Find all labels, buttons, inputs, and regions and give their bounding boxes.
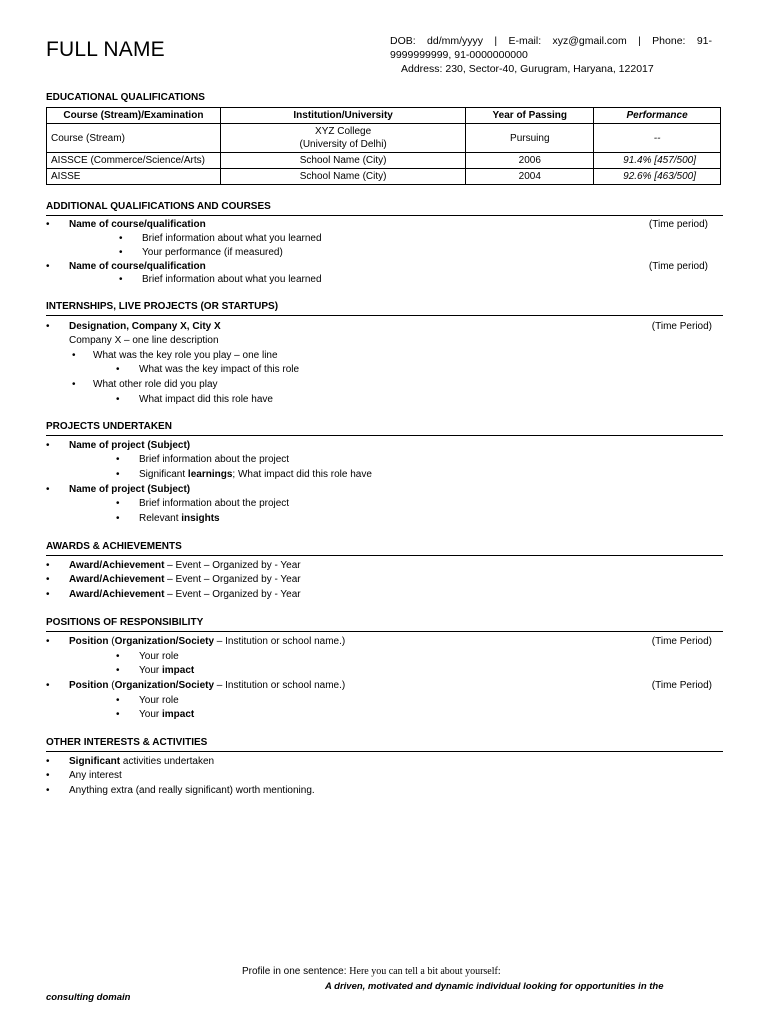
table-cell: 91.4% [457/500] (594, 153, 721, 169)
section-divider (46, 215, 723, 216)
bullet-icon: • (116, 513, 120, 524)
bullet-icon: • (116, 709, 120, 720)
bullet-icon: • (119, 233, 123, 244)
bullet-icon: • (119, 247, 123, 258)
contact-line-2: 9999999999, 91-0000000000 (390, 49, 528, 61)
bullet-icon: • (72, 379, 76, 390)
profile-sentence-line1: A driven, motivated and dynamic individual looking for opportunities in the (325, 981, 664, 992)
table-cell: School Name (City) (220, 153, 466, 169)
section-divider (46, 751, 723, 752)
bullet-icon: • (46, 321, 50, 332)
bullet-icon: • (116, 665, 120, 676)
bullet-icon: • (46, 770, 50, 781)
bullet-icon: • (46, 261, 50, 272)
bullet-icon: • (116, 454, 120, 465)
bullet-icon: • (46, 219, 50, 230)
contact-address: Address: 230, Sector-40, Gurugram, Haryana, 122017 (401, 63, 654, 75)
bullet-icon: • (46, 756, 50, 767)
table-cell: 2006 (466, 153, 594, 169)
contact-line-1: DOB: dd/mm/yyyy | E-mail: xyz@gmail.com | Phone: 91- (390, 35, 712, 47)
table-header: Course (Stream)/Examination (47, 108, 221, 124)
bullet-icon: • (46, 560, 50, 571)
bullet-icon: • (46, 680, 50, 691)
table-header: Performance (594, 108, 721, 124)
full-name: FULL NAME (46, 38, 165, 61)
table-row (47, 153, 721, 169)
table-cell: -- (594, 124, 721, 153)
bullet-icon: • (46, 589, 50, 600)
table-cell: School Name (City) (220, 169, 466, 185)
internships-title: INTERNSHIPS, LIVE PROJECTS (OR STARTUPS) (46, 301, 279, 312)
additional-title: ADDITIONAL QUALIFICATIONS AND COURSES (46, 201, 271, 212)
bullet-icon: • (116, 364, 120, 375)
section-divider (46, 315, 723, 316)
table-cell: XYZ College (University of Delhi) (220, 124, 466, 153)
positions-title: POSITIONS OF RESPONSIBILITY (46, 617, 204, 628)
bullet-icon: • (46, 636, 50, 647)
projects-title: PROJECTS UNDERTAKEN (46, 421, 172, 432)
education-table (46, 107, 721, 185)
education-title: EDUCATIONAL QUALIFICATIONS (46, 92, 205, 103)
bullet-icon: • (46, 484, 50, 495)
table-cell: 92.6% [463/500] (594, 169, 721, 185)
bullet-icon: • (116, 651, 120, 662)
profile-label: Profile in one sentence: Here you can tell a bit about yourself: (242, 966, 501, 977)
bullet-icon: • (46, 440, 50, 451)
awards-title: AWARDS & ACHIEVEMENTS (46, 541, 182, 552)
section-divider (46, 435, 723, 436)
profile-sentence-line2: consulting domain (46, 992, 131, 1003)
table-cell: AISSCE (Commerce/Science/Arts) (47, 153, 221, 169)
table-cell: AISSE (47, 169, 221, 185)
bullet-icon: • (116, 498, 120, 509)
bullet-icon: • (116, 469, 120, 480)
bullet-icon: • (46, 785, 50, 796)
table-cell: Pursuing (466, 124, 594, 153)
table-row (47, 169, 721, 185)
interests-title: OTHER INTERESTS & ACTIVITIES (46, 737, 208, 748)
bullet-icon: • (46, 574, 50, 585)
table-cell: 2004 (466, 169, 594, 185)
bullet-icon: • (116, 394, 120, 405)
section-divider (46, 555, 723, 556)
table-header: Year of Passing (466, 108, 594, 124)
bullet-icon: • (72, 350, 76, 361)
bullet-icon: • (116, 695, 120, 706)
table-cell: Course (Stream) (47, 124, 221, 153)
table-header: Institution/University (220, 108, 466, 124)
contact-block (390, 34, 712, 76)
section-divider (46, 631, 723, 632)
bullet-icon: • (119, 274, 123, 285)
table-header-row (47, 108, 721, 124)
table-row (47, 124, 721, 153)
